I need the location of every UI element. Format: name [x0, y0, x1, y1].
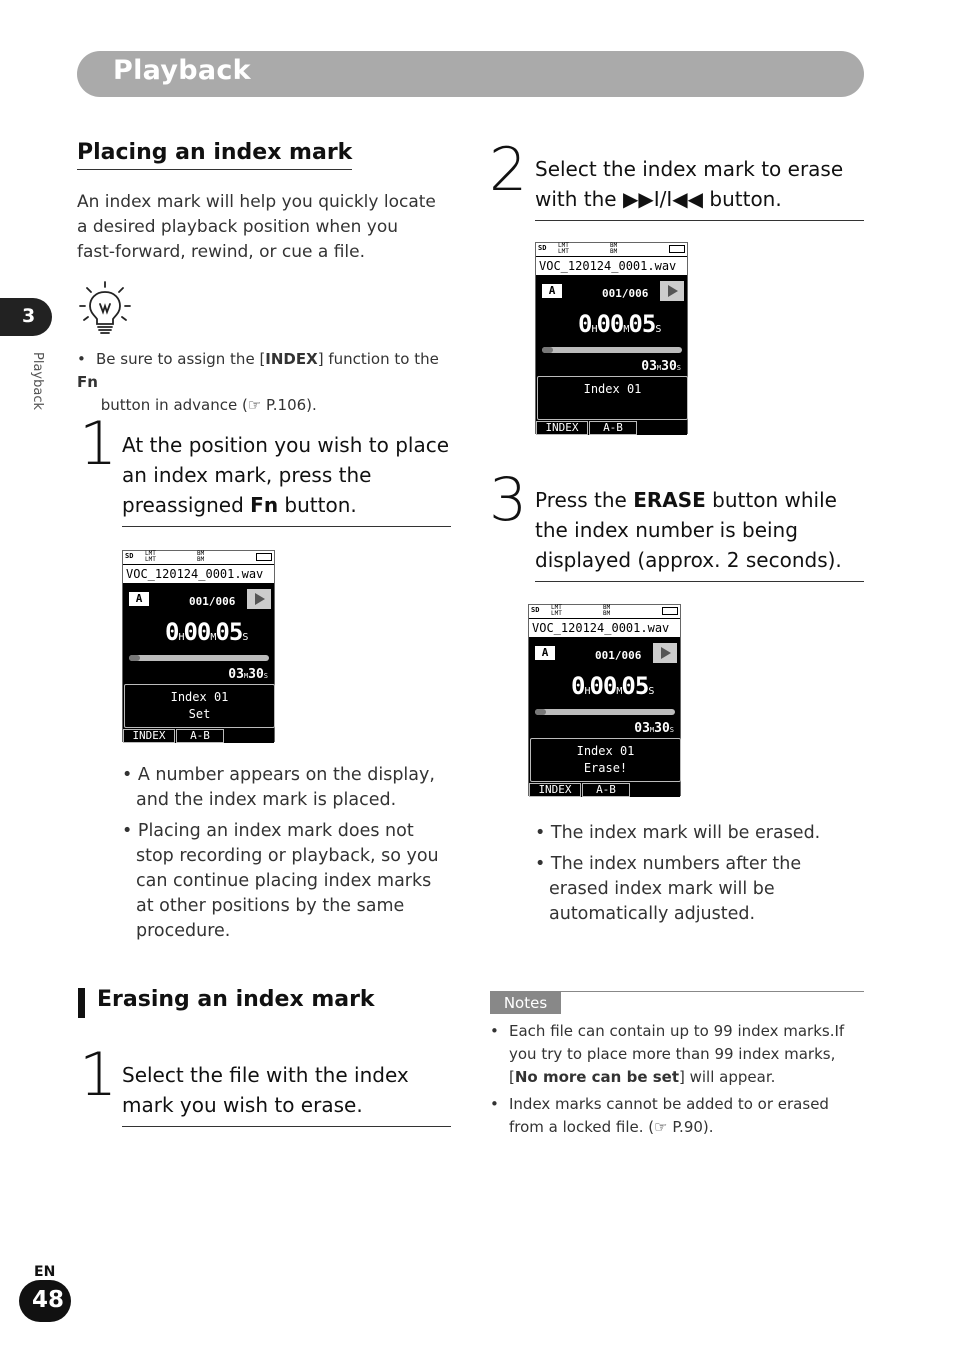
index-message: Index 01 Erase! [530, 738, 681, 782]
status-bar [529, 605, 680, 618]
soft-keys [123, 729, 274, 743]
placing-step-1: At the position you wish to place an index mark, press the preassigned Fn button. [122, 430, 451, 527]
step-number-1-erase: 1 [79, 1040, 118, 1110]
list-item: • A number appears on the display, and the index mark is placed. [122, 765, 435, 810]
file-length: 03M30S [228, 667, 268, 682]
index-keyword: INDEX [265, 350, 318, 368]
progress-bar [129, 655, 269, 661]
limiter-indicator: LMT LMT [145, 550, 156, 563]
file-length: 03M30S [641, 359, 681, 374]
list-item: • Placing an index mark does not stop recording or playback, so you can continue placing index marks at other positions by the same procedure. [122, 821, 439, 941]
index-message: Index 01 Set [124, 684, 275, 728]
index-message: Index 01 [537, 376, 688, 420]
page-title: Playback [113, 55, 251, 86]
battery-icon [669, 245, 685, 253]
bookmark-indicator: BM BM [610, 242, 618, 255]
list-item: • The index numbers after the erased index mark will be automatically adjusted. [535, 854, 802, 924]
progress-fill [129, 655, 140, 661]
elapsed-time: 0H00M05S [165, 618, 248, 646]
elapsed-time: 0H00M05S [578, 310, 661, 338]
placing-intro: An index mark will help you quickly locate a desired playback position when you fast-forward, rewind, or cue a file. [77, 192, 436, 262]
section-title-placing: Placing an index mark [77, 140, 352, 170]
progress-bar [542, 347, 682, 353]
folder-a-icon: A [129, 592, 149, 606]
softkey-index: INDEX [536, 421, 588, 435]
sd-card-icon: SD [125, 552, 134, 560]
fn-button-label: Fn [250, 493, 279, 517]
play-icon [653, 643, 677, 663]
list-item: • Each file can contain up to 99 index marks.If you try to place more than 99 index marks, [No more can be set] will appear. [490, 1022, 845, 1086]
fn-keyword: Fn [77, 373, 98, 391]
progress-fill [535, 709, 546, 715]
list-item: • The index mark will be erased. [535, 823, 821, 843]
status-bar [536, 243, 687, 256]
status-bar [123, 551, 274, 564]
notes-list [490, 1020, 862, 1139]
list-item: • Index marks cannot be added to or erased from a locked file. (☞ P.90). [490, 1095, 829, 1136]
file-count: 001/006 [595, 649, 642, 662]
folder-a-icon: A [535, 646, 555, 660]
file-count: 001/006 [189, 595, 236, 608]
softkey-ab: A-B [582, 783, 630, 797]
erasing-step-1: Select the file with the index mark you wish to erase. [122, 1060, 451, 1127]
chapter-label: Playback [30, 352, 45, 411]
erasing-step-3: Press the ERASE button while the index number is being displayed (approx. 2 seconds). [535, 485, 864, 582]
play-icon [247, 589, 271, 609]
file-name: VOC_120124_0001.wav [123, 565, 274, 583]
soft-keys [536, 421, 687, 435]
file-length: 03M30S [634, 721, 674, 736]
progress-fill [542, 347, 553, 353]
step-number-2: 2 [489, 135, 528, 205]
lightbulb-tip-icon [78, 280, 132, 338]
battery-icon [662, 607, 678, 615]
battery-icon [256, 553, 272, 561]
tip-text: • Be sure to assign the [INDEX] function to the Fn button in advance (☞ P.106). [77, 350, 439, 414]
bookmark-indicator: BM BM [197, 550, 205, 563]
file-name: VOC_120124_0001.wav [529, 619, 680, 637]
folder-a-icon: A [542, 284, 562, 298]
bookmark-indicator: BM BM [603, 604, 611, 617]
softkey-index: INDEX [529, 783, 581, 797]
softkey-ab: A-B [589, 421, 637, 435]
section-marker [78, 988, 85, 1018]
notes-label: Notes [490, 992, 561, 1014]
device-screen-index [535, 242, 688, 434]
erasing-step-2: Select the index mark to erase with the ▶▶I/I◀◀ button. [535, 154, 864, 221]
elapsed-time: 0H00M05S [571, 672, 654, 700]
step-number-3: 3 [489, 465, 528, 535]
language-label: EN [34, 1264, 56, 1280]
play-icon [660, 281, 684, 301]
file-name: VOC_120124_0001.wav [536, 257, 687, 275]
limiter-indicator: LMT LMT [551, 604, 562, 617]
sd-card-icon: SD [531, 606, 540, 614]
softkey-ab: A-B [176, 729, 224, 743]
soft-keys [529, 783, 680, 797]
limiter-indicator: LMT LMT [558, 242, 569, 255]
erasing-bullets [535, 821, 855, 933]
chapter-number: 3 [22, 305, 36, 327]
erase-button-label: ERASE [633, 488, 706, 512]
progress-bar [535, 709, 675, 715]
page-number: 48 [32, 1287, 65, 1313]
device-screen-erase [528, 604, 681, 796]
sd-card-icon: SD [538, 244, 547, 252]
softkey-index: INDEX [123, 729, 175, 743]
file-count: 001/006 [602, 287, 649, 300]
step-number-1: 1 [79, 409, 118, 479]
section-title-erasing: Erasing an index mark [97, 987, 375, 1012]
placing-bullets [122, 763, 452, 950]
device-screen-set [122, 550, 275, 742]
